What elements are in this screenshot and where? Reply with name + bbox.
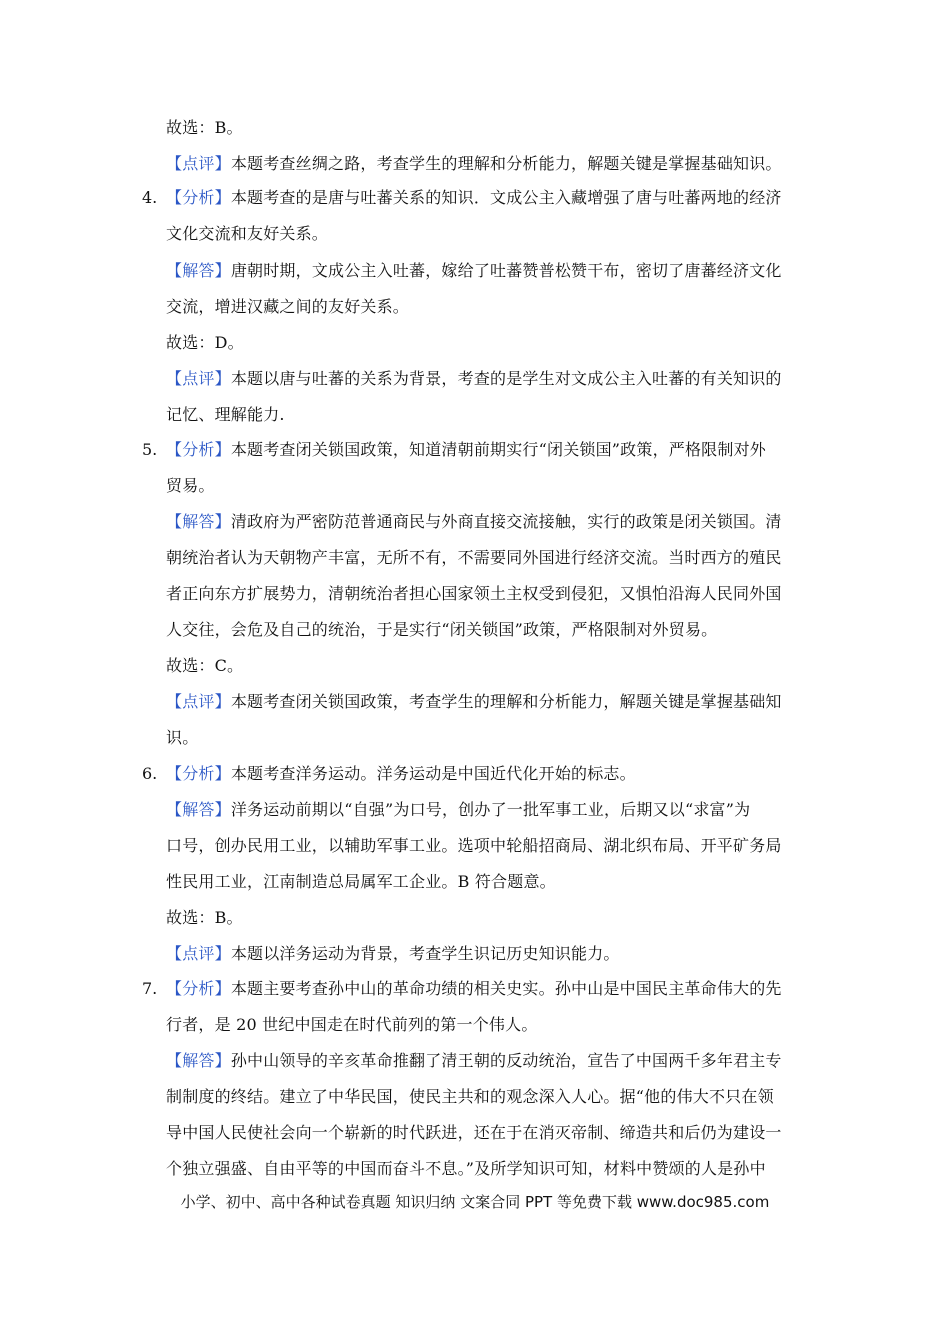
comment-tag: 【点评】 — [166, 944, 231, 963]
q5-comment-line-2: 识。 — [166, 728, 199, 747]
q5-answer-line-3: 者正向东方扩展势力，清朝统治者担心国家领土主权受到侵犯，又惧怕沿海人民同外国 — [166, 584, 782, 603]
q6-answer-line-1 — [166, 800, 750, 820]
answer-tag: 【解答】 — [166, 512, 231, 531]
q7-analysis-line-2: 行者，是 20 世纪中国走在时代前列的第一个伟人。 — [166, 1015, 538, 1034]
q6-answer-line-3: 性民用工业，江南制造总局属军工企业。B 符合题意。 — [166, 872, 556, 891]
q7-answer-text-1: 孙中山领导的辛亥革命推翻了清王朝的反动统治，宣告了中国两千多年君主专 — [230, 1051, 782, 1070]
answer-tag: 【解答】 — [166, 261, 231, 280]
q4-analysis-line-1 — [166, 188, 782, 208]
comment-tag: 【点评】 — [166, 369, 231, 388]
q3-comment — [166, 154, 782, 174]
q4-analysis-text-1: 本题考查的是唐与吐蕃关系的知识．文成公主入藏增强了唐与吐蕃两地的经济 — [230, 188, 782, 207]
q4-answer-line-1 — [166, 261, 782, 281]
page-footer: 小学、初中、高中各种试卷真题 知识归纳 文案合同 PPT 等免费下载 www.doc985.com — [180, 1193, 770, 1211]
q7-answer-line-4: 个独立强盛、自由平等的中国而奋斗不息。”及所学知识可知，材料中赞颂的人是孙中 — [166, 1159, 766, 1178]
q4-comment-text-1: 本题以唐与吐蕃的关系为背景，考查的是学生对文成公主入吐蕃的有关知识的 — [230, 369, 782, 388]
q5-answer-line-4: 人交往，会危及自己的统治，于是实行“闭关锁国”政策，严格限制对外贸易。 — [166, 620, 718, 639]
q4-number: 4. — [142, 188, 158, 207]
q4-choice: 故选：D。 — [166, 333, 244, 352]
q3-comment-text: 本题考查丝绸之路，考查学生的理解和分析能力，解题关键是掌握基础知识。 — [230, 154, 782, 173]
q4-comment-line-1 — [166, 369, 782, 389]
q5-choice: 故选：C。 — [166, 656, 244, 675]
q6-answer-line-2: 口号，创办民用工业，以辅助军事工业。选项中轮船招商局、湖北织布局、开平矿务局 — [166, 836, 782, 855]
q7-answer-line-3: 导中国人民使社会向一个崭新的时代跃进，还在于在消灭帝制、缔造共和后仍为建设一 — [166, 1123, 782, 1142]
q4-answer-text-1: 唐朝时期，文成公主入吐蕃，嫁给了吐蕃赞普松赞干布，密切了唐蕃经济文化 — [230, 261, 782, 280]
q7-answer-line-1 — [166, 1051, 782, 1071]
q6-comment-text-1: 本题以洋务运动为背景，考查学生识记历史知识能力。 — [230, 944, 620, 963]
q7-analysis-line-1 — [166, 979, 782, 999]
q6-analysis-text-1: 本题考查洋务运动。洋务运动是中国近代化开始的标志。 — [230, 764, 636, 783]
q7-analysis-text-1: 本题主要考查孙中山的革命功绩的相关史实。孙中山是中国民主革命伟大的先 — [230, 979, 782, 998]
q7-answer-line-2: 制制度的终结。建立了中华民国，使民主共和的观念深入人心。据“他的伟大不只在领 — [166, 1087, 774, 1106]
answer-tag: 【解答】 — [166, 800, 231, 819]
q5-analysis-line-1 — [166, 440, 766, 460]
q5-answer-text-1: 清政府为严密防范普通商民与外商直接交流接触，实行的政策是闭关锁国。清 — [230, 512, 782, 531]
q4-answer-line-2: 交流，增进汉藏之间的友好关系。 — [166, 297, 410, 316]
q7-number: 7. — [142, 979, 158, 998]
answer-tag: 【解答】 — [166, 1051, 231, 1070]
q6-answer-text-1: 洋务运动前期以“自强”为口号，创办了一批军事工业，后期又以“求富”为 — [230, 800, 751, 819]
analysis-tag: 【分析】 — [166, 764, 231, 783]
q6-comment-line-1 — [166, 944, 620, 964]
analysis-tag: 【分析】 — [166, 188, 231, 207]
q6-number: 6. — [142, 764, 158, 783]
q5-comment-line-1 — [166, 692, 782, 712]
q5-answer-line-2: 朝统治者认为天朝物产丰富，无所不有，不需要同外国进行经济交流。当时西方的殖民 — [166, 548, 782, 567]
q6-analysis-line-1 — [166, 764, 636, 784]
q4-analysis-line-2: 文化交流和友好关系。 — [166, 224, 329, 243]
comment-tag: 【点评】 — [166, 154, 231, 173]
q3-choice: 故选：B。 — [166, 118, 243, 137]
q5-analysis-line-2: 贸易。 — [166, 476, 215, 495]
analysis-tag: 【分析】 — [166, 440, 231, 459]
q5-comment-text-1: 本题考查闭关锁国政策，考查学生的理解和分析能力，解题关键是掌握基础知 — [230, 692, 782, 711]
q5-answer-line-1 — [166, 512, 782, 532]
comment-tag: 【点评】 — [166, 692, 231, 711]
q4-comment-line-2: 记忆、理解能力. — [166, 405, 285, 424]
q5-analysis-text-1: 本题考查闭关锁国政策，知道清朝前期实行“闭关锁国”政策，严格限制对外 — [230, 440, 766, 459]
analysis-tag: 【分析】 — [166, 979, 231, 998]
q6-choice: 故选：B。 — [166, 908, 243, 927]
q5-number: 5. — [142, 440, 158, 459]
